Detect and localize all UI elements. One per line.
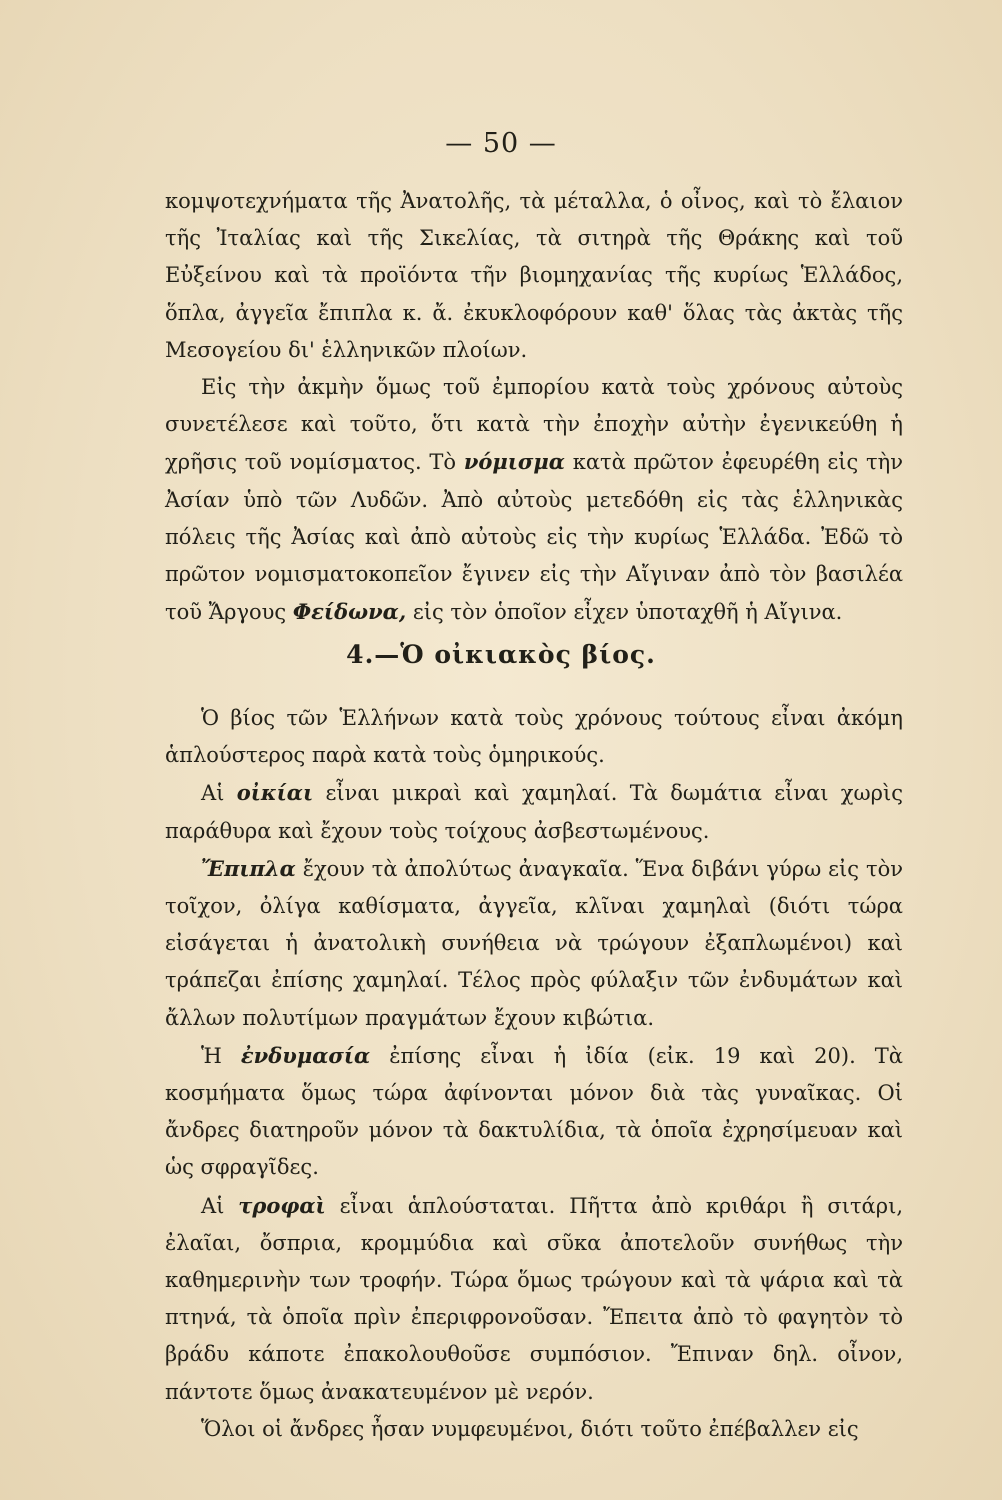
section-heading: 4.—Ὁ οἰκιακὸς βίος.: [346, 640, 656, 669]
text-run: εἰς τὸν ὁποῖον εἶχεν ὑποταχθῆ ἡ Αἴγινα.: [412, 600, 843, 625]
text-block-commerce: [165, 183, 903, 631]
text-run: εἶναι μικραὶ καὶ χαμηλαί. Τὰ δωμάτια εἶναι χωρὶς παράθυρα καὶ ἔχουν τοὺς τοίχους ἀσβεστωμένους.: [165, 781, 903, 843]
text-run: Αἱ: [201, 781, 225, 806]
paragraph-marriage: Ὅλοι οἱ ἄνδρες ἦσαν νυμφευμένοι, διότι τοῦτο ἐπέβαλλεν εἰς: [201, 1416, 859, 1441]
paragraph-houses: [165, 774, 903, 849]
text-run: κατὰ πρῶτον ἐφευρέθη εἰς τὴν Ἀσίαν ὑπὸ τῶν Λυδῶν. Ἀπὸ αὐτοὺς μετεδόθη εἰς τὰς ἑλληνικὰς πόλεις τῆς Ἀσίας καὶ ἀπὸ αὐτοὺς εἰς τὴν κυρίως Ἑλλάδα. Ἐδῶ τὸ πρῶτον νομισματοκοπεῖον ἔγινεν εἰς τὴν Αἴγιναν ἀπὸ τὸν βασιλέα τοῦ Ἄργους: [165, 450, 903, 625]
text-block-domestic-life: [165, 700, 903, 1448]
term-oikiai: οἰκίαι: [236, 780, 314, 806]
term-endymasia: ἐνδυμασία: [240, 1042, 371, 1068]
text-run: Ἡ: [201, 1043, 222, 1068]
paragraph: Ὁ βίος τῶν Ἑλλήνων κατὰ τοὺς χρόνους τούτους εἶναι ἀκόμη ἁπλούστερος παρὰ κατὰ τοὺς ὁμηρικούς.: [165, 706, 903, 768]
text-run: εἶναι ἁπλούσταται. Πῆττα ἀπὸ κριθάρι ἢ σιτάρι, ἐλαῖαι, ὄσπρια, κρομμύδια καὶ σῦκα ἀποτελοῦν συνήθως τὴν καθημερινὴν των τροφήν. Τώρα ὅμως τρώγουν καὶ τὰ ψάρια καὶ τὰ πτηνά, τὰ ὁποῖα πρὶν ἐπεριφρονοῦσαν. Ἔπειτα ἀπὸ τὸ φαγητὸν τὸ βράδυ κάποτε ἐπακολουθοῦσε συμπόσιον. Ἔπιναν δηλ. οἶνον, πάντοτε ὅμως ἀνακατευμένον μὲ νερόν.: [165, 1193, 903, 1404]
paragraph-furniture: [165, 850, 903, 1037]
term-feidona: Φείδωνα,: [292, 599, 407, 625]
text-run: Εἰς τὴν ἀκμὴν ὅμως τοῦ ἐμπορίου κατὰ τοὺς χρόνους αὐτοὺς συνετέλεσε καὶ τοῦτο, ὅτι κατὰ τὴν ἐποχὴν αὐτὴν ἐγενικεύθη ἡ χρῆσις τοῦ νομίσματος. Τὸ: [165, 375, 903, 475]
paragraph: κομψοτεχνήματα τῆς Ἀνατολῆς, τὰ μέταλλα, ὁ οἶνος, καὶ τὸ ἔλαιον τῆς Ἰταλίας καὶ τῆς Σικελίας, τὰ σιτηρὰ τῆς Θράκης καὶ τοῦ Εὐξείνου καὶ τὰ προϊόντα τῆν βιομηχανίας τῆς κυρίως Ἑλλάδος, ὅπλα, ἀγγεῖα ἔπιπλα κ. ἄ. ἐκυκλοφόρουν καθ' ὅλας τὰς ἀκτὰς τῆς Μεσογείου δι' ἑλληνικῶν πλοίων.: [165, 189, 903, 362]
term-trofai: τροφαὶ: [238, 1192, 326, 1218]
text-run: ἔχουν τὰ ἀπολύτως ἀναγκαῖα. Ἕνα διβάνι γύρω εἰς τὸν τοῖχον, ὀλίγα καθίσματα, ἀγγεῖα, κλῖναι χαμηλαὶ (διότι τώρα εἰσάγεται ἡ ἀνατολικὴ συνήθεια νὰ τρώγουν ἐξαπλωμένοι) καὶ τράπεζαι ἐπίσης χαμηλαί. Τέλος πρὸς φύλαξιν τῶν ἐνδυμάτων καὶ ἄλλων πολυτίμων πραγμάτων ἔχουν κιβώτια.: [165, 856, 903, 1030]
paragraph-coinage: [165, 369, 903, 631]
term-epipla: Ἔπιπλα: [201, 855, 296, 881]
paragraph-clothing: [165, 1037, 903, 1187]
paragraph-food: [165, 1187, 903, 1411]
text-run: ἐπίσης εἶναι ἡ ἰδία (εἰκ. 19 καὶ 20). Τὰ κοσμήματα ὅμως τώρα ἀφίνονται μόνον διὰ τὰς γυναῖκας. Οἱ ἄνδρες διατηροῦν μόνον τὰ δακτυλίδια, τὰ ὁποῖα ἐχρησίμευαν καὶ ὡς σφραγῖδες.: [165, 1043, 903, 1180]
term-nomisma: νόμισμα: [463, 449, 565, 475]
page-number: — 50 —: [445, 128, 557, 159]
text-run: Αἱ: [201, 1193, 225, 1218]
